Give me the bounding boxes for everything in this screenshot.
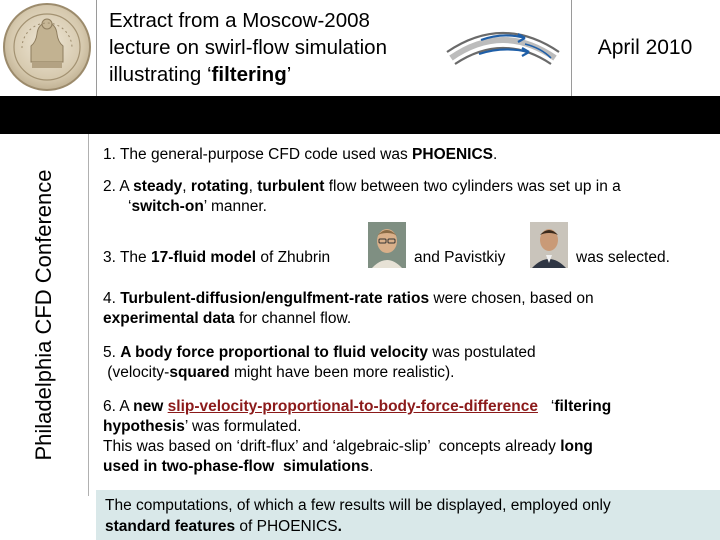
- title-line-2: lecture on swirl-flow simulation: [109, 36, 387, 59]
- item-6-accent: slip-velocity-proportional-to-body-force-difference: [167, 398, 538, 415]
- header: [0, 0, 720, 96]
- item-6-sep-1: ‘: [537, 398, 555, 415]
- footer-post: of PHOENICS: [235, 518, 338, 535]
- item-3-post: was selected.: [576, 249, 670, 266]
- footer-bold: standard features: [105, 518, 236, 535]
- item-3-and: and Pavistkiy: [414, 249, 506, 266]
- item-6-l3-pre: This was based on ‘drift-flux’ and ‘algebraic-slip’ concepts already: [103, 438, 561, 455]
- title-box: [96, 0, 572, 96]
- item-6-l2-post: ’ was formulated.: [184, 418, 302, 435]
- slide-date: April 2010: [597, 36, 693, 59]
- item-3-mid: of Zhubrin: [256, 249, 331, 266]
- item-2-bold-1: steady: [133, 178, 183, 195]
- item-6-l3-bold: long: [560, 438, 593, 455]
- list-item-5: [103, 343, 715, 383]
- sidebar: [0, 134, 89, 496]
- item-2-bold-3: turbulent: [257, 178, 325, 195]
- list-item-1: [103, 145, 715, 165]
- item-2-line-2: [103, 197, 715, 217]
- list-item-4: [103, 289, 715, 329]
- item-2-l2-pre: ‘: [128, 198, 132, 215]
- item-5-l2-pre: (velocity-: [103, 364, 170, 381]
- item-3-bold: 17-fluid model: [150, 249, 257, 266]
- item-2-bold-2: rotating: [190, 178, 249, 195]
- item-6-text: 6. A: [103, 398, 134, 415]
- item-1-post: .: [493, 146, 498, 163]
- black-band: [0, 96, 720, 134]
- item-6-l4-bold: used in two-phase-flow simulations: [103, 458, 370, 475]
- item-6-l2-bold: hypothesis: [103, 418, 185, 435]
- item-5-l2-bold: squared: [169, 364, 230, 381]
- item-5-sep-1: was postulated: [427, 344, 536, 361]
- item-5-text: 5.: [103, 344, 121, 361]
- swirl-flow-diagram-icon: [441, 14, 565, 80]
- seal-logo-icon: [2, 0, 92, 94]
- footer-line-1: The computations, of which a few results will be displayed, employed only: [105, 497, 611, 514]
- list-item-6: [103, 397, 715, 477]
- item-6-bold-1: new: [133, 398, 164, 415]
- item-1-text: 1. The general-purpose CFD code used was: [103, 146, 413, 163]
- conference-label: Philadelphia CFD Conference: [31, 169, 56, 461]
- item-2-l2-bold: switch-on: [131, 198, 204, 215]
- title-line-3-bold: filtering: [211, 63, 287, 86]
- footer-dot: .: [337, 518, 342, 535]
- item-4-text: 4.: [103, 290, 121, 307]
- title-line-3-post: ’: [286, 63, 292, 86]
- item-5-bold-1: A body force proportional to fluid velocity: [120, 344, 428, 361]
- item-2-sep-2: ,: [248, 178, 258, 195]
- title-line-3-pre: illustrating ‘: [109, 63, 212, 86]
- pavistkiy-photo: [530, 222, 568, 268]
- item-2-post: flow between two cylinders was set up in a: [324, 178, 621, 195]
- slide-title: [109, 7, 439, 88]
- title-line-1: Extract from a Moscow-2008: [109, 9, 370, 32]
- list-item-2: [103, 177, 715, 217]
- item-5-l2-post: might have been more realistic).: [229, 364, 455, 381]
- item-4-bold-2: experimental data: [103, 310, 235, 327]
- item-4-sep-1: were chosen, based on: [429, 290, 594, 307]
- item-6-bold-2: filtering: [554, 398, 612, 415]
- footer-note: [96, 490, 720, 540]
- item-4-bold-1: Turbulent-diffusion/engulfment-rate ratios: [120, 290, 430, 307]
- item-1-bold: PHOENICS: [412, 146, 493, 163]
- item-2-l2-post: ’ manner.: [203, 198, 267, 215]
- item-4-sep-2: for channel flow.: [234, 310, 352, 327]
- item-2-text: 2. A: [103, 178, 134, 195]
- zhubrin-photo: [368, 222, 406, 268]
- footer-text: [105, 495, 705, 537]
- item-3-text: 3. The: [103, 249, 151, 266]
- item-2-sep-1: ,: [182, 178, 191, 195]
- item-6-l4-post: .: [369, 458, 374, 475]
